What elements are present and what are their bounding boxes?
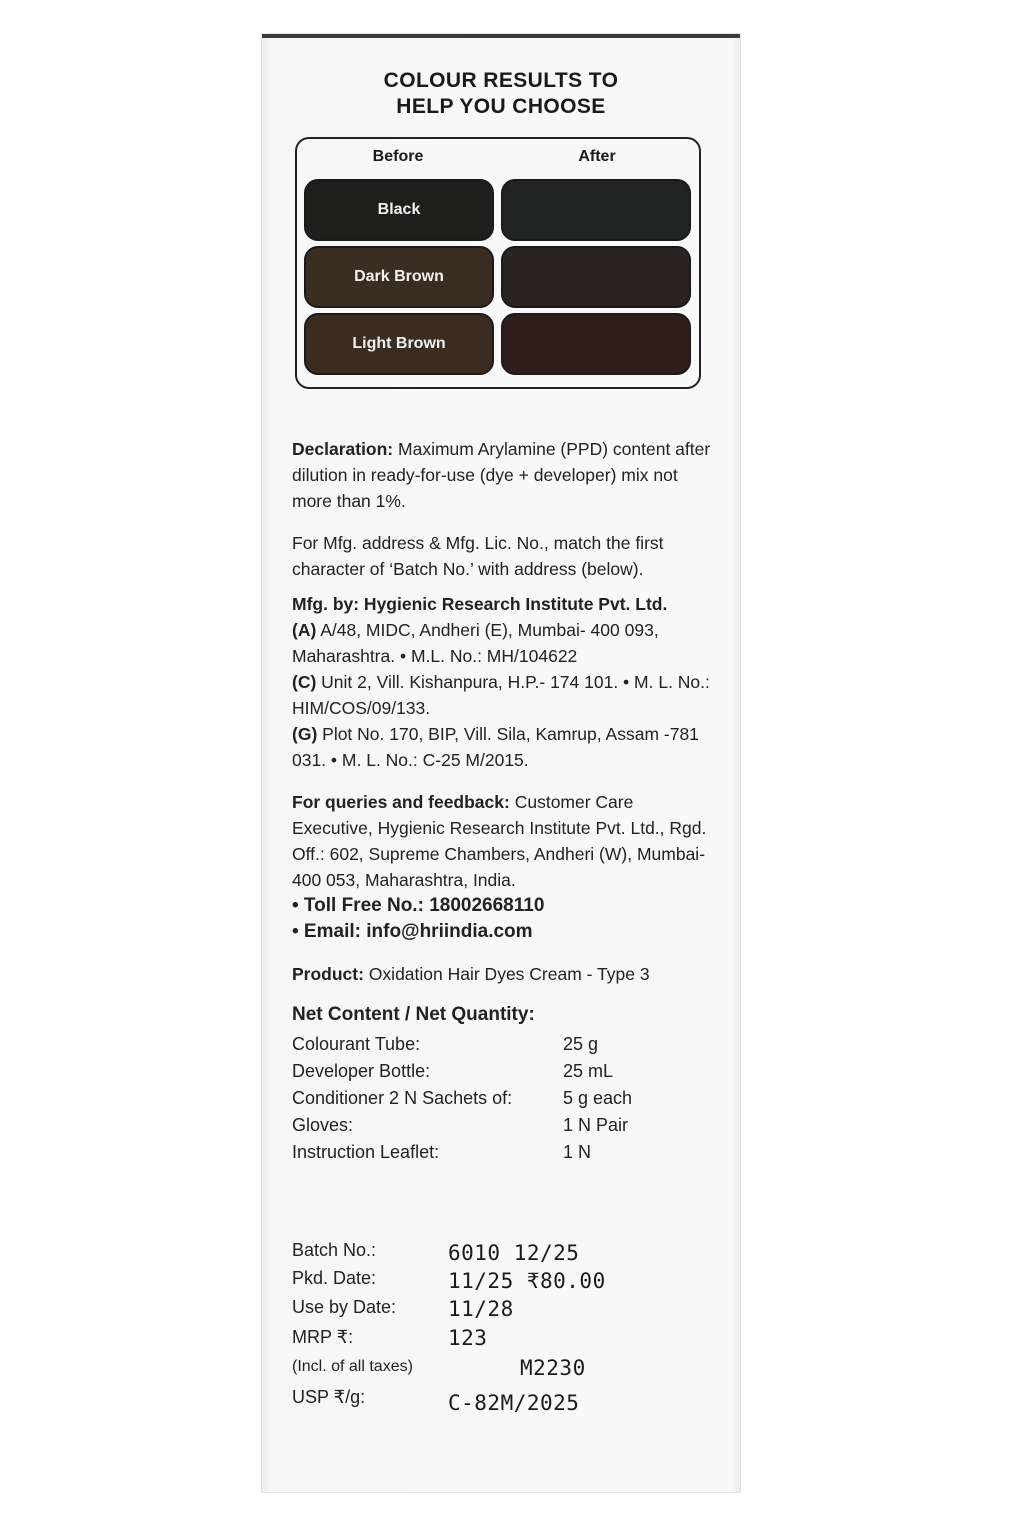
pkd-date-label: Pkd. Date: [292, 1268, 377, 1288]
product-line [292, 961, 712, 987]
net-item-name: Instruction Leaflet: [292, 1142, 440, 1162]
net-item-name: Developer Bottle: [292, 1061, 431, 1081]
use-by-date-label: Use by Date: [292, 1297, 397, 1317]
address-code-a: (A) [292, 620, 317, 640]
address-code-c: (C) [292, 672, 317, 692]
queries-body: Customer Care Executive, Hygienic Research Institute Pvt. Ltd., Rgd. Off.: 602, Supreme Chambers, Andheri (W), Mumbai- 400 053, Maharashtra, India. [292, 792, 707, 890]
after-swatch-black [501, 179, 691, 241]
mfg-by: Mfg. by: Hygienic Research Institute Pvt. Ltd. [292, 594, 668, 614]
before-column-header: Before [372, 148, 424, 165]
net-content-title: Net Content / Net Quantity: [292, 1004, 535, 1025]
mrp-label: MRP ₹: [292, 1327, 354, 1347]
declaration-label: Declaration: [292, 439, 394, 459]
after-column-header: After [578, 148, 616, 165]
after-swatch-dark-brown [501, 246, 691, 308]
before-swatch-light-brown: Light Brown [304, 313, 494, 375]
product-label: Product: [292, 964, 364, 984]
batch-no-label: Batch No.: [292, 1240, 377, 1260]
use-by-date-value: 11/28 [448, 1297, 514, 1321]
tax-code-value: M2230 [520, 1356, 586, 1380]
address-text-c: Unit 2, Vill. Kishanpura, H.P.- 174 101. • M. L. No.: HIM/COS/09/133. [292, 672, 710, 718]
declaration-block [292, 436, 712, 514]
toll-free-number: • Toll Free No.: 18002668110 [292, 895, 545, 916]
colour-results-heading [262, 68, 740, 120]
queries-block [292, 789, 712, 945]
usp-value: C-82M/2025 [448, 1391, 580, 1415]
mfg-block [292, 591, 712, 773]
mfg-note: For Mfg. address & Mfg. Lic. No., match the first character of ‘Batch No.’ with address (below). [292, 533, 664, 579]
address-code-g: (G) [292, 724, 318, 744]
declaration-text: Maximum Arylamine (PPD) content after dilution in ready-for-use (dye + developer) mix not more than 1%. [292, 439, 711, 511]
after-swatch-light-brown [501, 313, 691, 375]
mfg-address-g [292, 721, 712, 773]
net-item-value: 25 mL [563, 1061, 614, 1081]
before-swatch-black: Black [304, 179, 494, 241]
incl-taxes-label: (Incl. of all taxes) [292, 1358, 413, 1375]
email-address: • Email: info@hriindia.com [292, 921, 533, 942]
net-item-name: Colourant Tube: [292, 1034, 421, 1054]
before-swatch-dark-brown: Dark Brown [304, 246, 494, 308]
address-text-a: A/48, MIDC, Andheri (E), Mumbai- 400 093, Maharashtra. • M.L. No.: MH/104622 [292, 620, 659, 666]
mfg-address-c [292, 669, 712, 721]
net-item-value: 25 g [563, 1034, 599, 1054]
net-item-value: 1 N Pair [563, 1115, 629, 1135]
heading-line-1: COLOUR RESULTS TO [383, 69, 619, 92]
usp-label: USP ₹/g: [292, 1387, 366, 1407]
address-text-g: Plot No. 170, BIP, Vill. Sila, Kamrup, Assam -781 031. • M. L. No.: C-25 M/2015. [292, 724, 699, 770]
net-item-name: Gloves: [292, 1115, 354, 1135]
net-item-value: 1 N [563, 1142, 592, 1162]
heading-line-2: HELP YOU CHOOSE [396, 95, 606, 118]
net-item-value: 5 g each [563, 1088, 633, 1108]
mrp-value: 123 [448, 1326, 488, 1350]
queries-text [292, 789, 712, 893]
product-text: Oxidation Hair Dyes Cream - Type 3 [363, 964, 650, 984]
batch-no-value: 6010 12/25 [448, 1241, 580, 1265]
net-item-name: Conditioner 2 N Sachets of: [292, 1088, 513, 1108]
box-top-edge [262, 34, 740, 38]
queries-label: For queries and feedback: [292, 792, 510, 812]
mfg-address-a [292, 617, 712, 669]
pkd-date-value: 11/25 ₹80.00 [448, 1269, 606, 1293]
